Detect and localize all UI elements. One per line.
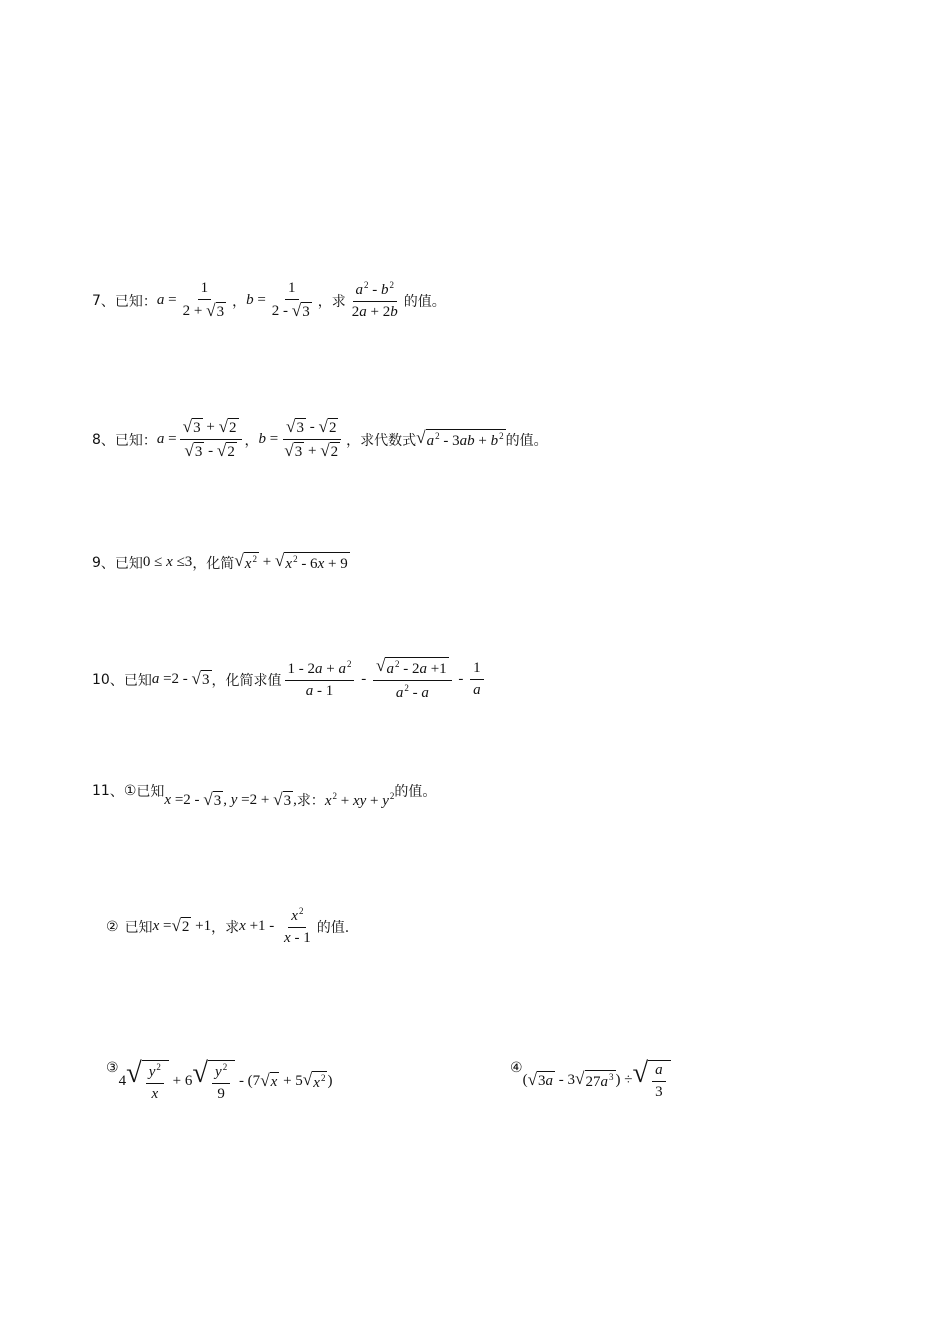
ask-text: ，求代数式: [346, 432, 417, 449]
tail-text: 的值。: [394, 784, 437, 800]
formula-target: $x^2$ + xy + $y^2$: [324, 790, 395, 809]
ask-text: ，求: [211, 919, 240, 936]
lead-text: 已知：: [114, 432, 157, 449]
sub-mark: ③: [106, 1060, 119, 1076]
formula-target: $\frac{1 - 2a + a^2}{a - 1}$ - √ $a^2 - 2a +1$ $a^2$ - a - $\frac{1}{a}$: [282, 657, 487, 702]
formula-condition: x =2 - √ 3 , y =2 + √ 3 ,: [164, 789, 297, 809]
lead-text: 已知: [123, 672, 152, 689]
formula-expression: ( √ 3a - 3 √ $27a^3$ ) ÷ √ $\frac{a}{3}$: [523, 1060, 671, 1101]
ask-text: ，求: [317, 293, 346, 310]
problem-number: 9: [92, 554, 101, 571]
lead-text: 已知: [124, 919, 153, 936]
problem-9: [92, 552, 350, 573]
problem-11-part-1: [92, 772, 436, 810]
formula-condition: x = √ 2 +1: [152, 916, 212, 935]
ask-text: ，化简: [192, 555, 235, 572]
separator: 、: [100, 432, 115, 449]
problem-number: 8: [92, 431, 101, 448]
problem-8: [92, 418, 548, 461]
separator: 、: [109, 672, 124, 689]
separator: 、: [100, 293, 115, 310]
problem-11-part-4: [510, 1060, 671, 1101]
tail-text: 的值。: [505, 432, 548, 449]
separator: 、: [109, 784, 124, 800]
formula-target: √ $a^2 - 3ab + b^2$: [416, 428, 504, 449]
formula-b: b = 1 2 - √ 3: [246, 280, 310, 320]
sub-mark: ④: [510, 1060, 523, 1076]
problem-11-part-2: [106, 906, 349, 947]
problem-number: 7: [92, 292, 101, 309]
formula-condition: 0 ≤ x ≤3: [142, 554, 193, 570]
comma: ，: [232, 293, 247, 310]
lead-text: 已知: [136, 784, 165, 800]
formula-a: a = 1 2 + √ 3: [156, 280, 225, 320]
formula-b: b = √ 3 - √ 2 √ 3 + √ 2: [259, 418, 347, 461]
comma: ，: [244, 432, 259, 449]
formula-target: x +1 - $\frac{x^2}{x - 1}$: [239, 906, 311, 946]
formula-target: √ $x^2$ + √ $x^2 - 6x + 9$: [234, 551, 348, 572]
problem-10: [92, 657, 487, 702]
formula-a: a = √ 3 + √ 2 √ 3 - √ 2: [157, 418, 245, 461]
formula-target: $\frac{a^2 - b^2}{2a + 2b}$: [351, 280, 398, 320]
ask-text: 求：: [296, 793, 325, 809]
problem-number: 11: [92, 783, 110, 799]
formula-expression: 4 √ $\frac{y^2}{x}$ + 6 √ $\frac{y^2}{9}$ - (7 √ x + 5 √ $x^2$ ): [118, 1058, 333, 1102]
tail-text: 的值。: [403, 293, 446, 310]
lead-text: 已知: [114, 555, 143, 572]
sub-mark: ②: [106, 918, 119, 935]
problem-number: 10: [92, 671, 110, 688]
problem-11-part-3: [106, 1060, 332, 1103]
ask-text: ，化简求值: [211, 672, 282, 689]
problem-7: [92, 280, 446, 321]
formula-condition: a =2 - √ 3: [151, 669, 210, 688]
sub-mark: ①: [123, 783, 137, 799]
separator: 、: [100, 555, 115, 572]
lead-text: 已知：: [114, 293, 157, 310]
tail-text: 的值.: [316, 919, 350, 936]
